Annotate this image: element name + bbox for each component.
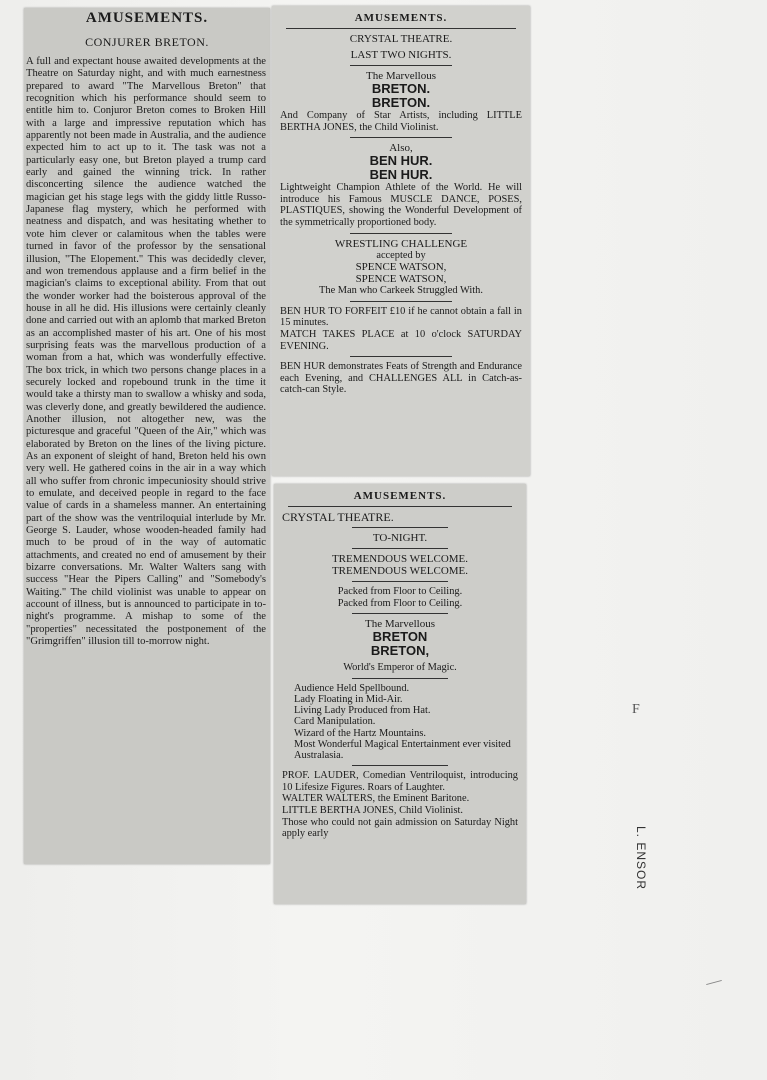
ad2-packed-2: Packed from Floor to Ceiling. [337, 597, 463, 609]
ad1-marvellous: The Marvellous [366, 70, 436, 82]
ad1-theatre: CRYSTAL THEATRE. [349, 33, 453, 45]
collector-label: L. ENSOR [634, 826, 648, 891]
ad1-carkeek: The Man who Carkeek Struggled With. [319, 285, 483, 297]
ad1-also: Also, [389, 142, 413, 155]
divider [288, 506, 512, 507]
ad1-nights: LAST TWO NIGHTS. [350, 49, 452, 61]
divider [286, 28, 516, 29]
ad2-admission: Those who could not gain admission on Saturday Night apply early [282, 816, 518, 840]
review-header: AMUSEMENTS. [85, 10, 209, 26]
ad1-demonstrates: BEN HUR demonstrates Feats of Strength and Endurance each Evening, and CHALLENGES ALL in Catch-as-catch-can Style. [280, 361, 522, 396]
ad2-walters: WALTER WALTERS, the Eminent Baritone. [282, 793, 470, 805]
ad2-bertha: LITTLE BERTHA JONES, Child Violinist. [282, 804, 463, 816]
ad1-breton-1: BRETON. [371, 81, 431, 96]
divider [350, 137, 452, 138]
list-item: Living Lady Produced from Hat. [294, 705, 431, 717]
list-item: Wizard of the Hartz Mountains. [294, 727, 427, 739]
ad1-benhur-2: BEN HUR. [369, 167, 433, 183]
review-title: CONJURER BRETON. [85, 35, 209, 49]
divider [352, 581, 448, 582]
ad1-breton-2: BRETON. [371, 95, 431, 110]
ad1-match: MATCH TAKES PLACE at 10 o'clock SATURDAY EVENING. [280, 328, 522, 352]
ad1-spence-2: SPENCE WATSON, [355, 273, 447, 286]
divider [352, 527, 448, 528]
list-item: Most Wonderful Magical Entertainment ever visited Australasia. [294, 738, 511, 761]
ad2-welcome-2: TREMENDOUS WELCOME. [331, 565, 469, 577]
divider [352, 548, 448, 549]
review-body: A full and expectant house awaited developments at the Theatre on Saturday night, and with much earnestness prepared to award "The Marvellous Breton" that recognition which his performance should seem to entitle him to. Conjuror Breton comes to Broken Hill with a large and impressive reputation which has apparently not been made in Australia, and the audience expected him to act up to it. The task was not a particularly easy one, but Breton played a trump card early and gained the winning trick. In rather disconcerting silence the audience watched the magician get his stage legs with the giddy little Russo-Japanese flag mystery, which he performed with neatness and dispatch, and was hesitating whether to vote him clever or calamitous when the tables were turned in favor of the professor by the sensational illusion, "The Elopement." This was decidedly clever, and won tremendous applause and a firm belief in the magician's claims to exceptional ability. From that out the wonder worker had the boisterous approval of the house in all he did. His illusions were certainly cleanly done and carried out with an aplomb that marked Breton as an accomplished master of his art. One of his most surprising feats was the marvellous production of a woman from a hat, which was wonderfully effective. The box trick, in which two persons change places in a securely locked and ropebound trunk in the time it would take a thirsty man to swallow a whisky and soda, was cleverly done, and greatly bewildered the audience. Another illusion, not altogether new, was the picturesque and graceful "Queen of the Air," which was elaborated by Breton on the lines of the living picture. As an exponent of sleight of hand, Breton held his own very well. He gathered coins in the air in a way which all who suffer from chronic impecuniosity should strive to emulate, and deceived people in regard to the face value of cards in a shameless manner. An entertaining part of the show was the ventriloquial interlude by Mr. George S. Lauder, whose wooden-headed family had much to be proud of in the way of automatic attachments, and created no end of amusement by their bizarre conversations. Mr. Walter Walters sang with success "Hear the Pipers Calling" and "Somebody's Waiting." The child violinist was unable to appear on account of illness, but is announced to participate in to-night's programme. A mishap to some of the "properties" necessitated the postponement of the "Grimgriffen" illusion till to-morrow night. [26, 56, 266, 648]
ad2-breton-1: BRETON [372, 629, 428, 645]
list-item: Audience Held Spellbound. [294, 682, 410, 694]
ad2-marvellous: The Marvellous [365, 618, 435, 631]
ad2-emperor: World's Emperor of Magic. [343, 662, 457, 674]
divider [350, 65, 452, 66]
ad1-athlete: Lightweight Champion Athlete of the World. He will introduce his Famous MUSCLE DANCE, POSES, PLASTIQUES, showing the Wonderful Development of the symmetrically proportioned body. [280, 182, 522, 228]
ad2-packed-1: Packed from Floor to Ceiling. [337, 586, 463, 597]
pencil-mark: F [632, 702, 640, 717]
ad2-theatre: CRYSTAL THEATRE. [282, 510, 394, 524]
ad2-welcome-1: TREMENDOUS WELCOME. [331, 553, 469, 565]
divider [352, 613, 448, 614]
ad2-lauder: PROF. LAUDER, Comedian Ventriloquist, introducing 10 Lifesize Figures. Roars of Laughter. [282, 770, 518, 793]
ad1-forfeit: BEN HUR TO FORFEIT £10 if he cannot obtain a fall in 15 minutes. [280, 305, 522, 329]
divider [350, 301, 452, 302]
divider [350, 233, 452, 234]
ad2-tonight: TO-NIGHT. [372, 532, 428, 544]
ad2-acts-list [282, 683, 518, 761]
ad1-accepted: accepted by [376, 249, 426, 261]
ad1-wrestling: WRESTLING CHALLENGE [334, 237, 468, 250]
ad2-header: AMUSEMENTS. [353, 490, 447, 502]
divider [352, 678, 448, 679]
advertisement-last-two-nights [272, 6, 530, 476]
ad1-company: And Company of Star Artists, including LITTLE BERTHA JONES, the Child Violinist. [280, 110, 522, 133]
ad1-header: AMUSEMENTS. [354, 12, 448, 24]
review-clipping [24, 8, 270, 864]
ad1-spence-1: SPENCE WATSON, [355, 261, 447, 274]
list-item: Card Manipulation. [294, 716, 376, 728]
ad1-benhur-1: BEN HUR. [369, 153, 433, 169]
ad2-breton-2: BRETON, [370, 643, 430, 659]
advertisement-to-night [274, 484, 526, 904]
divider [350, 356, 452, 357]
divider [352, 765, 448, 766]
list-item: Lady Floating in Mid-Air. [294, 693, 403, 705]
